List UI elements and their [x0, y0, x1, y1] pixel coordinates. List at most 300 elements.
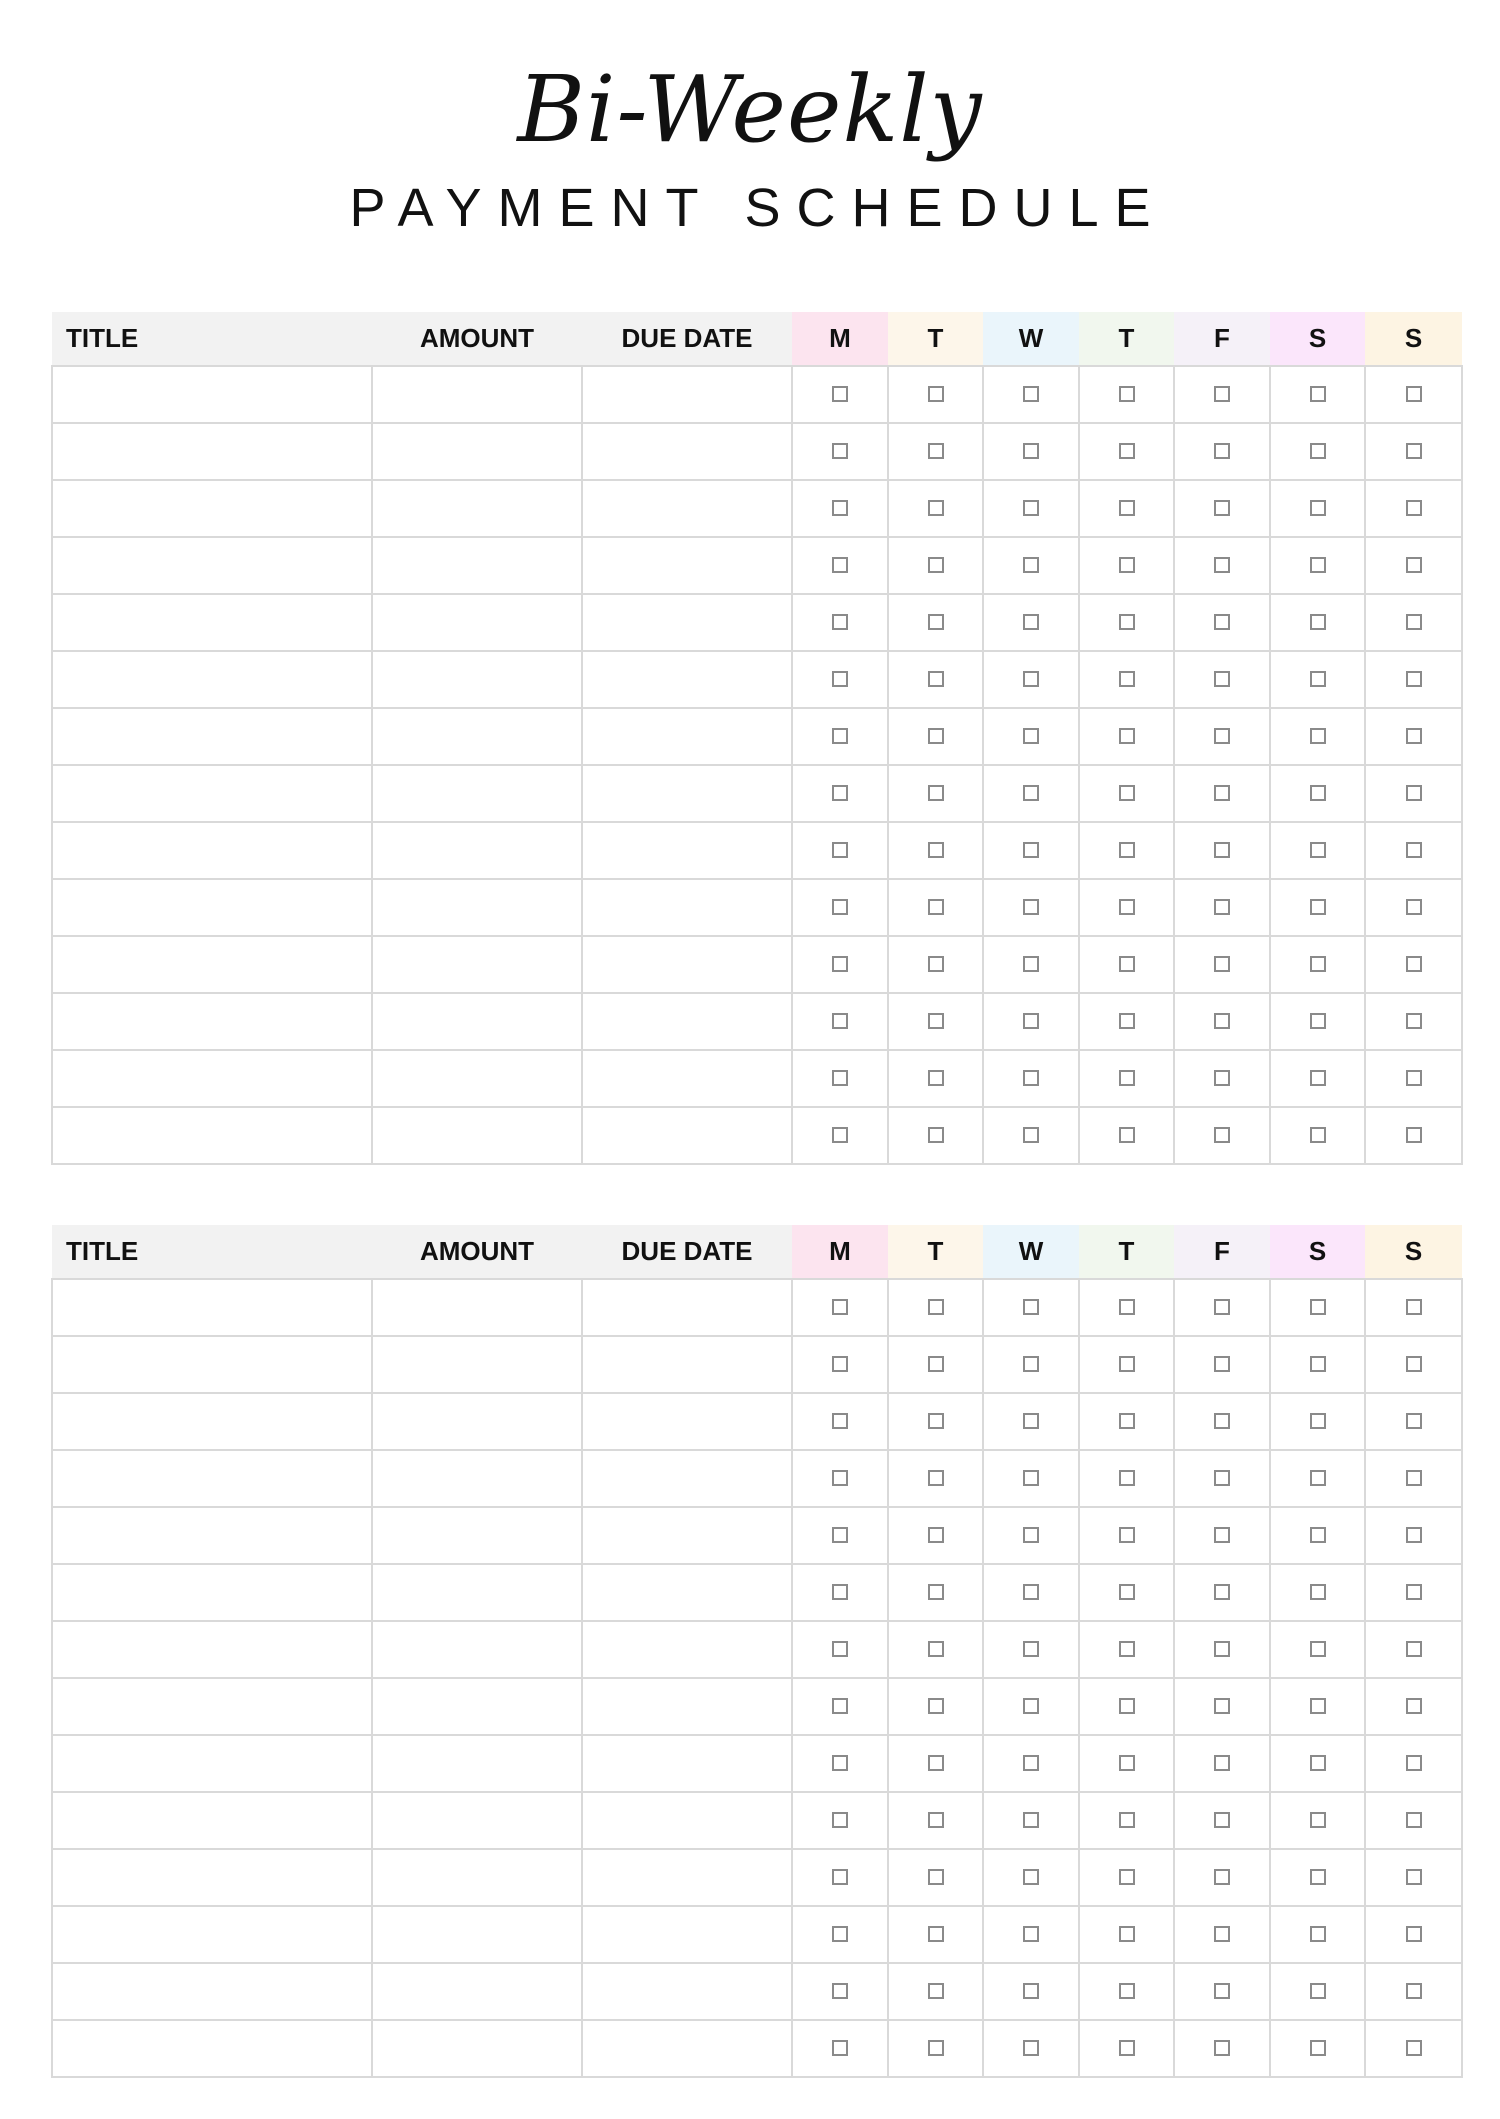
day-cell-sunday [1365, 1107, 1462, 1164]
checkbox-icon[interactable] [1214, 1470, 1230, 1486]
amount-cell[interactable] [372, 1678, 582, 1735]
checkbox-icon[interactable] [832, 500, 848, 516]
checkbox-icon[interactable] [1023, 1013, 1039, 1029]
checkbox-icon[interactable] [1310, 1527, 1326, 1543]
amount-cell[interactable] [372, 423, 582, 480]
checkbox-icon[interactable] [1214, 1641, 1230, 1657]
checkbox-icon[interactable] [1023, 1527, 1039, 1543]
day-cell-monday [792, 1050, 888, 1107]
day-cell-sunday [1365, 651, 1462, 708]
checkbox-icon[interactable] [832, 785, 848, 801]
title-cell[interactable] [52, 1621, 372, 1678]
checkbox-icon[interactable] [1214, 1983, 1230, 1999]
day-cell-wednesday [983, 1564, 1079, 1621]
checkbox-icon[interactable] [928, 956, 944, 972]
checkbox-icon[interactable] [832, 1070, 848, 1086]
checkbox-icon[interactable] [1214, 1527, 1230, 1543]
payment-schedule-table-2 [51, 1225, 1463, 2078]
checkbox-icon[interactable] [1119, 1356, 1135, 1372]
amount-cell[interactable] [372, 1450, 582, 1507]
checkbox-icon[interactable] [1406, 1527, 1422, 1543]
checkbox-icon[interactable] [1119, 500, 1135, 516]
title-cell[interactable] [52, 1678, 372, 1735]
checkbox-icon[interactable] [832, 386, 848, 402]
checkbox-icon[interactable] [928, 500, 944, 516]
checkbox-icon[interactable] [928, 1299, 944, 1315]
checkbox-icon[interactable] [1023, 1869, 1039, 1885]
amount-cell[interactable] [372, 1564, 582, 1621]
checkbox-icon[interactable] [832, 1527, 848, 1543]
checkbox-icon[interactable] [1214, 1013, 1230, 1029]
amount-cell[interactable] [372, 1735, 582, 1792]
amount-cell[interactable] [372, 480, 582, 537]
checkbox-icon[interactable] [1310, 842, 1326, 858]
checkbox-icon[interactable] [832, 1299, 848, 1315]
day-cell-sunday [1365, 1735, 1462, 1792]
column-header-amount: AMOUNT [372, 1225, 582, 1279]
amount-cell[interactable] [372, 1279, 582, 1336]
checkbox-icon[interactable] [928, 899, 944, 915]
checkbox-icon[interactable] [832, 1470, 848, 1486]
due-date-cell[interactable] [582, 936, 792, 993]
checkbox-icon[interactable] [928, 1983, 944, 1999]
amount-cell[interactable] [372, 1050, 582, 1107]
title-cell[interactable] [52, 1107, 372, 1164]
due-date-cell[interactable] [582, 1906, 792, 1963]
due-date-cell[interactable] [582, 1963, 792, 2020]
due-date-cell[interactable] [582, 1050, 792, 1107]
title-cell[interactable] [52, 2020, 372, 2077]
checkbox-icon[interactable] [1310, 728, 1326, 744]
checkbox-icon[interactable] [832, 1698, 848, 1714]
checkbox-icon[interactable] [928, 842, 944, 858]
checkbox-icon[interactable] [1023, 728, 1039, 744]
amount-cell[interactable] [372, 1621, 582, 1678]
amount-cell[interactable] [372, 1792, 582, 1849]
checkbox-icon[interactable] [928, 614, 944, 630]
checkbox-icon[interactable] [1310, 443, 1326, 459]
title-cell[interactable] [52, 936, 372, 993]
title-cell[interactable] [52, 765, 372, 822]
checkbox-icon[interactable] [832, 1926, 848, 1942]
title-cell[interactable] [52, 651, 372, 708]
title-cell[interactable] [52, 1507, 372, 1564]
checkbox-icon[interactable] [1406, 1812, 1422, 1828]
amount-cell[interactable] [372, 1849, 582, 1906]
checkbox-icon[interactable] [1119, 1470, 1135, 1486]
checkbox-icon[interactable] [1310, 1470, 1326, 1486]
checkbox-icon[interactable] [1310, 614, 1326, 630]
checkbox-icon[interactable] [832, 443, 848, 459]
checkbox-icon[interactable] [1119, 2040, 1135, 2056]
checkbox-icon[interactable] [1310, 1356, 1326, 1372]
amount-cell[interactable] [372, 537, 582, 594]
due-date-cell[interactable] [582, 366, 792, 423]
checkbox-icon[interactable] [1310, 1127, 1326, 1143]
checkbox-icon[interactable] [1023, 1413, 1039, 1429]
due-date-cell[interactable] [582, 1450, 792, 1507]
checkbox-icon[interactable] [832, 2040, 848, 2056]
checkbox-icon[interactable] [1023, 1299, 1039, 1315]
checkbox-icon[interactable] [1214, 386, 1230, 402]
day-cell-monday [792, 708, 888, 765]
title-cell[interactable] [52, 993, 372, 1050]
day-cell-saturday [1270, 651, 1365, 708]
due-date-cell[interactable] [582, 1107, 792, 1164]
checkbox-icon[interactable] [1310, 1299, 1326, 1315]
due-date-cell[interactable] [582, 480, 792, 537]
title-cell[interactable] [52, 1050, 372, 1107]
checkbox-icon[interactable] [832, 614, 848, 630]
checkbox-icon[interactable] [1214, 2040, 1230, 2056]
checkbox-icon[interactable] [1023, 1641, 1039, 1657]
title-cell[interactable] [52, 1906, 372, 1963]
checkbox-icon[interactable] [1023, 500, 1039, 516]
checkbox-icon[interactable] [832, 1127, 848, 1143]
checkbox-icon[interactable] [1119, 899, 1135, 915]
checkbox-icon[interactable] [832, 842, 848, 858]
checkbox-icon[interactable] [1119, 1641, 1135, 1657]
checkbox-icon[interactable] [1214, 899, 1230, 915]
checkbox-icon[interactable] [1406, 1356, 1422, 1372]
table-row [52, 936, 1462, 993]
checkbox-icon[interactable] [1214, 1584, 1230, 1600]
checkbox-icon[interactable] [1310, 671, 1326, 687]
checkbox-icon[interactable] [1214, 1755, 1230, 1771]
checkbox-icon[interactable] [1310, 1641, 1326, 1657]
title-cell[interactable] [52, 366, 372, 423]
title-cell[interactable] [52, 480, 372, 537]
checkbox-icon[interactable] [1214, 614, 1230, 630]
checkbox-icon[interactable] [1119, 1584, 1135, 1600]
due-date-cell[interactable] [582, 1621, 792, 1678]
title-cell[interactable] [52, 1963, 372, 2020]
checkbox-icon[interactable] [928, 1070, 944, 1086]
checkbox-icon[interactable] [1214, 1413, 1230, 1429]
checkbox-icon[interactable] [928, 1584, 944, 1600]
checkbox-icon[interactable] [1023, 1127, 1039, 1143]
checkbox-icon[interactable] [1406, 386, 1422, 402]
checkbox-icon[interactable] [1406, 1584, 1422, 1600]
due-date-cell[interactable] [582, 1849, 792, 1906]
amount-cell[interactable] [372, 366, 582, 423]
title-cell[interactable] [52, 537, 372, 594]
checkbox-icon[interactable] [1023, 785, 1039, 801]
title-cell[interactable] [52, 423, 372, 480]
checkbox-icon[interactable] [1214, 1127, 1230, 1143]
amount-cell[interactable] [372, 2020, 582, 2077]
checkbox-icon[interactable] [1023, 1755, 1039, 1771]
checkbox-icon[interactable] [1214, 1070, 1230, 1086]
checkbox-icon[interactable] [1310, 1584, 1326, 1600]
checkbox-icon[interactable] [1214, 500, 1230, 516]
checkbox-icon[interactable] [1023, 1812, 1039, 1828]
checkbox-icon[interactable] [832, 1983, 848, 1999]
due-date-cell[interactable] [582, 651, 792, 708]
due-date-cell[interactable] [582, 1507, 792, 1564]
amount-cell[interactable] [372, 993, 582, 1050]
checkbox-icon[interactable] [1023, 1470, 1039, 1486]
due-date-cell[interactable] [582, 2020, 792, 2077]
checkbox-icon[interactable] [928, 1926, 944, 1942]
amount-cell[interactable] [372, 1393, 582, 1450]
title-cell[interactable] [52, 1849, 372, 1906]
checkbox-icon[interactable] [1310, 785, 1326, 801]
checkbox-icon[interactable] [928, 785, 944, 801]
amount-cell[interactable] [372, 879, 582, 936]
amount-cell[interactable] [372, 708, 582, 765]
amount-cell[interactable] [372, 1107, 582, 1164]
checkbox-icon[interactable] [832, 1413, 848, 1429]
checkbox-icon[interactable] [1023, 1983, 1039, 1999]
checkbox-icon[interactable] [1406, 1755, 1422, 1771]
checkbox-icon[interactable] [1406, 2040, 1422, 2056]
checkbox-icon[interactable] [1406, 899, 1422, 915]
checkbox-icon[interactable] [928, 728, 944, 744]
checkbox-icon[interactable] [928, 671, 944, 687]
title-cell[interactable] [52, 1393, 372, 1450]
due-date-cell[interactable] [582, 1279, 792, 1336]
checkbox-icon[interactable] [1214, 728, 1230, 744]
checkbox-icon[interactable] [928, 1812, 944, 1828]
checkbox-icon[interactable] [1023, 557, 1039, 573]
amount-cell[interactable] [372, 822, 582, 879]
checkbox-icon[interactable] [1023, 671, 1039, 687]
checkbox-icon[interactable] [1310, 1070, 1326, 1086]
checkbox-icon[interactable] [1214, 1698, 1230, 1714]
checkbox-icon[interactable] [1214, 1299, 1230, 1315]
checkbox-icon[interactable] [1119, 1812, 1135, 1828]
day-cell-saturday [1270, 1735, 1365, 1792]
checkbox-icon[interactable] [1214, 443, 1230, 459]
checkbox-icon[interactable] [1023, 1356, 1039, 1372]
checkbox-icon[interactable] [832, 557, 848, 573]
checkbox-icon[interactable] [1310, 1413, 1326, 1429]
checkbox-icon[interactable] [928, 1356, 944, 1372]
title-cell[interactable] [52, 1336, 372, 1393]
checkbox-icon[interactable] [1406, 1641, 1422, 1657]
due-date-cell[interactable] [582, 537, 792, 594]
title-cell[interactable] [52, 1735, 372, 1792]
checkbox-icon[interactable] [832, 1869, 848, 1885]
checkbox-icon[interactable] [832, 1356, 848, 1372]
checkbox-icon[interactable] [1406, 1926, 1422, 1942]
checkbox-icon[interactable] [1119, 1698, 1135, 1714]
checkbox-icon[interactable] [1119, 1527, 1135, 1543]
checkbox-icon[interactable] [1214, 956, 1230, 972]
checkbox-icon[interactable] [928, 1470, 944, 1486]
checkbox-icon[interactable] [832, 671, 848, 687]
checkbox-icon[interactable] [832, 728, 848, 744]
checkbox-icon[interactable] [1023, 842, 1039, 858]
checkbox-icon[interactable] [1119, 557, 1135, 573]
checkbox-icon[interactable] [832, 1013, 848, 1029]
due-date-cell[interactable] [582, 1393, 792, 1450]
day-cell-thursday [1079, 822, 1174, 879]
checkbox-icon[interactable] [1406, 1127, 1422, 1143]
day-cell-thursday [1079, 765, 1174, 822]
amount-cell[interactable] [372, 651, 582, 708]
checkbox-icon[interactable] [1310, 1013, 1326, 1029]
checkbox-icon[interactable] [1023, 899, 1039, 915]
checkbox-icon[interactable] [1214, 1926, 1230, 1942]
due-date-cell[interactable] [582, 708, 792, 765]
checkbox-icon[interactable] [1310, 1926, 1326, 1942]
checkbox-icon[interactable] [1310, 1983, 1326, 1999]
checkbox-icon[interactable] [928, 1127, 944, 1143]
checkbox-icon[interactable] [1406, 728, 1422, 744]
checkbox-icon[interactable] [928, 1869, 944, 1885]
checkbox-icon[interactable] [832, 1812, 848, 1828]
due-date-cell[interactable] [582, 594, 792, 651]
amount-cell[interactable] [372, 594, 582, 651]
checkbox-icon[interactable] [1406, 1698, 1422, 1714]
checkbox-icon[interactable] [928, 2040, 944, 2056]
due-date-cell[interactable] [582, 1735, 792, 1792]
title-cell[interactable] [52, 594, 372, 651]
checkbox-icon[interactable] [1119, 1983, 1135, 1999]
checkbox-icon[interactable] [1406, 1869, 1422, 1885]
checkbox-icon[interactable] [1310, 1869, 1326, 1885]
checkbox-icon[interactable] [1023, 956, 1039, 972]
checkbox-icon[interactable] [1119, 1755, 1135, 1771]
checkbox-icon[interactable] [832, 956, 848, 972]
checkbox-icon[interactable] [1310, 2040, 1326, 2056]
checkbox-icon[interactable] [928, 1641, 944, 1657]
due-date-cell[interactable] [582, 1792, 792, 1849]
checkbox-icon[interactable] [1406, 785, 1422, 801]
checkbox-icon[interactable] [1214, 671, 1230, 687]
checkbox-icon[interactable] [1119, 1127, 1135, 1143]
checkbox-icon[interactable] [1119, 1013, 1135, 1029]
checkbox-icon[interactable] [1119, 842, 1135, 858]
checkbox-icon[interactable] [928, 557, 944, 573]
checkbox-icon[interactable] [1214, 842, 1230, 858]
checkbox-icon[interactable] [1406, 1013, 1422, 1029]
checkbox-icon[interactable] [1406, 500, 1422, 516]
checkbox-icon[interactable] [928, 386, 944, 402]
checkbox-icon[interactable] [1023, 1698, 1039, 1714]
checkbox-icon[interactable] [1023, 1584, 1039, 1600]
title-cell[interactable] [52, 708, 372, 765]
due-date-cell[interactable] [582, 1564, 792, 1621]
checkbox-icon[interactable] [1310, 1755, 1326, 1771]
checkbox-icon[interactable] [1023, 386, 1039, 402]
amount-cell[interactable] [372, 1963, 582, 2020]
table-row [52, 1963, 1462, 2020]
checkbox-icon[interactable] [928, 1013, 944, 1029]
title-cell[interactable] [52, 1279, 372, 1336]
checkbox-icon[interactable] [1310, 500, 1326, 516]
checkbox-icon[interactable] [1023, 1070, 1039, 1086]
checkbox-icon[interactable] [928, 1413, 944, 1429]
checkbox-icon[interactable] [928, 1698, 944, 1714]
checkbox-icon[interactable] [928, 443, 944, 459]
checkbox-icon[interactable] [1406, 1070, 1422, 1086]
checkbox-icon[interactable] [1023, 1926, 1039, 1942]
checkbox-icon[interactable] [1214, 1356, 1230, 1372]
checkbox-icon[interactable] [1406, 956, 1422, 972]
checkbox-icon[interactable] [832, 1584, 848, 1600]
checkbox-icon[interactable] [1310, 386, 1326, 402]
due-date-cell[interactable] [582, 1336, 792, 1393]
checkbox-icon[interactable] [1214, 1812, 1230, 1828]
checkbox-icon[interactable] [928, 1755, 944, 1771]
amount-cell[interactable] [372, 1507, 582, 1564]
due-date-cell[interactable] [582, 1678, 792, 1735]
day-cell-friday [1174, 651, 1270, 708]
checkbox-icon[interactable] [1310, 1698, 1326, 1714]
checkbox-icon[interactable] [1119, 728, 1135, 744]
checkbox-icon[interactable] [1406, 842, 1422, 858]
due-date-cell[interactable] [582, 423, 792, 480]
day-cell-tuesday [888, 1336, 983, 1393]
checkbox-icon[interactable] [1310, 899, 1326, 915]
day-cell-wednesday [983, 1279, 1079, 1336]
table-row [52, 1849, 1462, 1906]
day-cell-sunday [1365, 879, 1462, 936]
checkbox-icon[interactable] [1310, 1812, 1326, 1828]
title-cell[interactable] [52, 1564, 372, 1621]
checkbox-icon[interactable] [928, 1527, 944, 1543]
checkbox-icon[interactable] [1406, 671, 1422, 687]
checkbox-icon[interactable] [1214, 557, 1230, 573]
checkbox-icon[interactable] [1119, 1926, 1135, 1942]
amount-cell[interactable] [372, 765, 582, 822]
due-date-cell[interactable] [582, 879, 792, 936]
checkbox-icon[interactable] [832, 1755, 848, 1771]
checkbox-icon[interactable] [1119, 956, 1135, 972]
checkbox-icon[interactable] [1119, 1299, 1135, 1315]
checkbox-icon[interactable] [1119, 671, 1135, 687]
day-header-tuesday: T [888, 312, 983, 366]
title-cell[interactable] [52, 1792, 372, 1849]
checkbox-icon[interactable] [1406, 1983, 1422, 1999]
checkbox-icon[interactable] [832, 1641, 848, 1657]
checkbox-icon[interactable] [1119, 443, 1135, 459]
checkbox-icon[interactable] [1119, 614, 1135, 630]
checkbox-icon[interactable] [1119, 1869, 1135, 1885]
checkbox-icon[interactable] [1406, 1470, 1422, 1486]
checkbox-icon[interactable] [1119, 785, 1135, 801]
checkbox-icon[interactable] [1406, 614, 1422, 630]
checkbox-icon[interactable] [1214, 785, 1230, 801]
checkbox-icon[interactable] [1023, 614, 1039, 630]
checkbox-icon[interactable] [832, 899, 848, 915]
amount-cell[interactable] [372, 1906, 582, 1963]
title-cell[interactable] [52, 1450, 372, 1507]
checkbox-icon[interactable] [1119, 1070, 1135, 1086]
due-date-cell[interactable] [582, 993, 792, 1050]
checkbox-icon[interactable] [1310, 557, 1326, 573]
checkbox-icon[interactable] [1406, 1299, 1422, 1315]
due-date-cell[interactable] [582, 822, 792, 879]
checkbox-icon[interactable] [1023, 443, 1039, 459]
title-cell[interactable] [52, 822, 372, 879]
checkbox-icon[interactable] [1023, 2040, 1039, 2056]
amount-cell[interactable] [372, 936, 582, 993]
checkbox-icon[interactable] [1214, 1869, 1230, 1885]
checkbox-icon[interactable] [1406, 557, 1422, 573]
checkbox-icon[interactable] [1119, 1413, 1135, 1429]
checkbox-icon[interactable] [1406, 443, 1422, 459]
checkbox-icon[interactable] [1310, 956, 1326, 972]
amount-cell[interactable] [372, 1336, 582, 1393]
due-date-cell[interactable] [582, 765, 792, 822]
title-cell[interactable] [52, 879, 372, 936]
checkbox-icon[interactable] [1406, 1413, 1422, 1429]
checkbox-icon[interactable] [1119, 386, 1135, 402]
